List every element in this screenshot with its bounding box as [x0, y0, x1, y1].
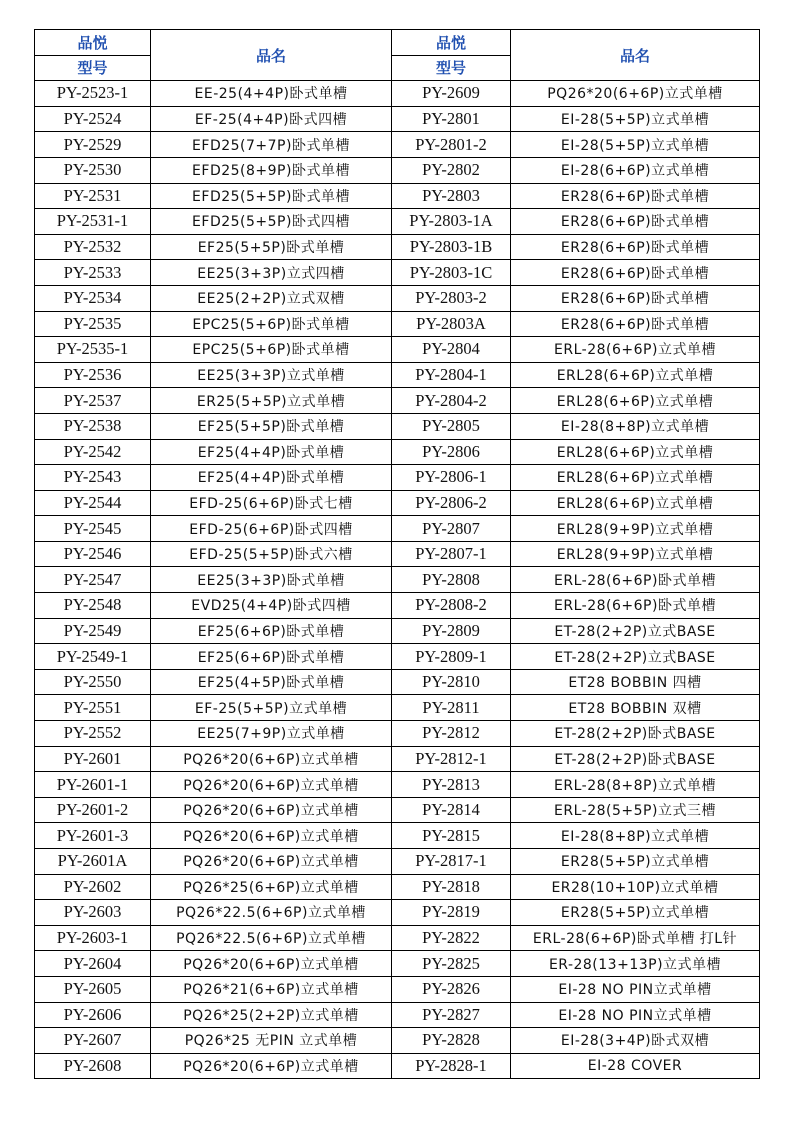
model-number-left: PY-2548: [35, 593, 151, 619]
model-number-left: PY-2601-2: [35, 797, 151, 823]
product-name-right: ET28 BOBBIN 四槽: [511, 669, 760, 695]
product-name-right: EI-28(3+4P)卧式双槽: [511, 1028, 760, 1054]
product-name-left: EF25(6+6P)卧式单槽: [151, 618, 392, 644]
table-row: [35, 849, 760, 875]
model-number-left: PY-2529: [35, 132, 151, 158]
model-number-left: PY-2603-1: [35, 925, 151, 951]
product-name-left: PQ26*20(6+6P)立式单槽: [151, 823, 392, 849]
table-row: [35, 106, 760, 132]
model-number-right: PY-2819: [392, 900, 511, 926]
product-name-right: ERL28(6+6P)立式单槽: [511, 490, 760, 516]
model-number-right: PY-2811: [392, 695, 511, 721]
model-number-left: PY-2607: [35, 1028, 151, 1054]
table-row: [35, 413, 760, 439]
product-name-right: PQ26*20(6+6P)立式单槽: [511, 81, 760, 107]
model-number-left: PY-2536: [35, 362, 151, 388]
model-number-right: PY-2806-2: [392, 490, 511, 516]
model-number-left: PY-2530: [35, 157, 151, 183]
model-number-right: PY-2814: [392, 797, 511, 823]
model-number-right: PY-2801: [392, 106, 511, 132]
product-name-left: PQ26*20(6+6P)立式单槽: [151, 849, 392, 875]
table-row: [35, 234, 760, 260]
product-name-right: ET-28(2+2P)立式BASE: [511, 618, 760, 644]
product-name-left: PQ26*25(6+6P)立式单槽: [151, 874, 392, 900]
model-header-right-bottom: 型号: [392, 55, 511, 81]
model-number-right: PY-2804-2: [392, 388, 511, 414]
model-number-left: PY-2531: [35, 183, 151, 209]
model-number-right: PY-2810: [392, 669, 511, 695]
model-number-left: PY-2605: [35, 976, 151, 1002]
product-name-right: EI-28(5+5P)立式单槽: [511, 132, 760, 158]
product-name-left: PQ26*20(6+6P)立式单槽: [151, 1053, 392, 1079]
product-name-right: ERL-28(8+8P)立式单槽: [511, 772, 760, 798]
model-number-left: PY-2537: [35, 388, 151, 414]
product-name-right: ER28(6+6P)卧式单槽: [511, 285, 760, 311]
product-name-left: EE25(3+3P)立式四槽: [151, 260, 392, 286]
model-number-right: PY-2807: [392, 516, 511, 542]
model-number-right: PY-2806: [392, 439, 511, 465]
model-number-right: PY-2804-1: [392, 362, 511, 388]
model-number-right: PY-2817-1: [392, 849, 511, 875]
product-name-left: PQ26*22.5(6+6P)立式单槽: [151, 900, 392, 926]
model-number-right: PY-2803-2: [392, 285, 511, 311]
product-name-left: EFD-25(5+5P)卧式六槽: [151, 541, 392, 567]
table-row: [35, 362, 760, 388]
model-header-left-top: 品悦: [35, 30, 151, 56]
model-number-right: PY-2809-1: [392, 644, 511, 670]
product-name-left: PQ26*20(6+6P)立式单槽: [151, 951, 392, 977]
table-row: [35, 388, 760, 414]
model-number-left: PY-2608: [35, 1053, 151, 1079]
model-number-right: PY-2803A: [392, 311, 511, 337]
product-name-right: EI-28(6+6P)立式单槽: [511, 157, 760, 183]
product-name-right: ERL28(6+6P)立式单槽: [511, 465, 760, 491]
product-name-right: ERL28(6+6P)立式单槽: [511, 362, 760, 388]
model-number-left: PY-2538: [35, 413, 151, 439]
table-row: [35, 157, 760, 183]
product-name-left: EFD-25(6+6P)卧式四槽: [151, 516, 392, 542]
product-name-right: ERL-28(6+6P)卧式单槽 打L针: [511, 925, 760, 951]
table-row: [35, 132, 760, 158]
table-row: [35, 439, 760, 465]
table-body: [35, 81, 760, 1079]
product-name-left: PQ26*22.5(6+6P)立式单槽: [151, 925, 392, 951]
model-number-right: PY-2815: [392, 823, 511, 849]
product-name-right: ER28(6+6P)卧式单槽: [511, 234, 760, 260]
model-number-right: PY-2818: [392, 874, 511, 900]
model-number-right: PY-2828-1: [392, 1053, 511, 1079]
model-number-right: PY-2802: [392, 157, 511, 183]
product-name-right: EI-28(5+5P)立式单槽: [511, 106, 760, 132]
model-number-left: PY-2601-1: [35, 772, 151, 798]
product-name-left: EF25(5+5P)卧式单槽: [151, 413, 392, 439]
table-row: [35, 260, 760, 286]
table-row: [35, 746, 760, 772]
table-row: [35, 1053, 760, 1079]
product-name-left: PQ26*20(6+6P)立式单槽: [151, 746, 392, 772]
product-name-left: EE25(7+9P)立式单槽: [151, 721, 392, 747]
model-number-right: PY-2812-1: [392, 746, 511, 772]
product-name-left: EF25(5+5P)卧式单槽: [151, 234, 392, 260]
model-number-left: PY-2606: [35, 1002, 151, 1028]
model-number-left: PY-2542: [35, 439, 151, 465]
table-row: [35, 900, 760, 926]
model-header-right-top: 品悦: [392, 30, 511, 56]
table-row: [35, 644, 760, 670]
product-name-right: ERL28(9+9P)立式单槽: [511, 516, 760, 542]
product-name-left: PQ26*21(6+6P)立式单槽: [151, 976, 392, 1002]
table-row: [35, 541, 760, 567]
product-name-right: ER28(5+5P)立式单槽: [511, 900, 760, 926]
model-number-left: PY-2535-1: [35, 337, 151, 363]
table-row: [35, 1002, 760, 1028]
product-name-left: PQ26*20(6+6P)立式单槽: [151, 772, 392, 798]
model-number-right: PY-2822: [392, 925, 511, 951]
product-name-left: EF25(4+4P)卧式单槽: [151, 465, 392, 491]
product-name-left: EFD25(5+5P)卧式四槽: [151, 209, 392, 235]
model-number-left: PY-2552: [35, 721, 151, 747]
model-number-right: PY-2803-1C: [392, 260, 511, 286]
model-number-right: PY-2803-1B: [392, 234, 511, 260]
model-number-left: PY-2531-1: [35, 209, 151, 235]
model-number-left: PY-2543: [35, 465, 151, 491]
product-name-left: EF-25(5+5P)立式单槽: [151, 695, 392, 721]
product-name-left: EFD25(7+7P)卧式单槽: [151, 132, 392, 158]
model-number-left: PY-2603: [35, 900, 151, 926]
product-name-left: EE25(3+3P)卧式单槽: [151, 567, 392, 593]
product-name-left: EF25(4+4P)卧式单槽: [151, 439, 392, 465]
table-row: [35, 285, 760, 311]
model-number-right: PY-2828: [392, 1028, 511, 1054]
product-name-left: EPC25(5+6P)卧式单槽: [151, 337, 392, 363]
product-name-right: ER28(6+6P)卧式单槽: [511, 260, 760, 286]
model-number-right: PY-2806-1: [392, 465, 511, 491]
table-row: [35, 797, 760, 823]
table-row: [35, 951, 760, 977]
product-name-right: ER28(6+6P)卧式单槽: [511, 209, 760, 235]
model-number-left: PY-2549-1: [35, 644, 151, 670]
product-name-right: ERL28(6+6P)立式单槽: [511, 388, 760, 414]
model-number-left: PY-2549: [35, 618, 151, 644]
product-name-right: ER28(6+6P)卧式单槽: [511, 183, 760, 209]
model-number-left: PY-2547: [35, 567, 151, 593]
model-number-right: PY-2805: [392, 413, 511, 439]
model-number-right: PY-2808: [392, 567, 511, 593]
product-name-left: PQ26*20(6+6P)立式单槽: [151, 797, 392, 823]
product-name-right: ERL28(9+9P)立式单槽: [511, 541, 760, 567]
model-number-left: PY-2534: [35, 285, 151, 311]
table-row: [35, 695, 760, 721]
product-name-left: EFD25(8+9P)卧式单槽: [151, 157, 392, 183]
table-row: [35, 976, 760, 1002]
table-row: [35, 337, 760, 363]
product-name-right: ER28(5+5P)立式单槽: [511, 849, 760, 875]
product-name-left: ER25(5+5P)立式单槽: [151, 388, 392, 414]
model-number-right: PY-2804: [392, 337, 511, 363]
model-number-right: PY-2807-1: [392, 541, 511, 567]
name-header-right: 品名: [511, 30, 760, 81]
product-name-left: EF25(6+6P)卧式单槽: [151, 644, 392, 670]
model-number-left: PY-2545: [35, 516, 151, 542]
product-name-right: ET-28(2+2P)卧式BASE: [511, 746, 760, 772]
model-number-left: PY-2546: [35, 541, 151, 567]
product-name-left: EE25(3+3P)立式单槽: [151, 362, 392, 388]
table-row: [35, 1028, 760, 1054]
product-name-right: ERL-28(5+5P)立式三槽: [511, 797, 760, 823]
name-header-left: 品名: [151, 30, 392, 81]
table-row: [35, 874, 760, 900]
model-number-right: PY-2808-2: [392, 593, 511, 619]
product-name-left: PQ26*25 无PIN 立式单槽: [151, 1028, 392, 1054]
model-number-right: PY-2609: [392, 81, 511, 107]
header-row-top: [35, 30, 760, 56]
product-table: [34, 29, 760, 1079]
model-number-right: PY-2809: [392, 618, 511, 644]
table-row: [35, 465, 760, 491]
table-row: [35, 618, 760, 644]
product-name-right: EI-28(8+8P)立式单槽: [511, 413, 760, 439]
table-row: [35, 772, 760, 798]
product-name-right: EI-28 NO PIN立式单槽: [511, 976, 760, 1002]
product-name-right: ER28(6+6P)卧式单槽: [511, 311, 760, 337]
product-name-right: ER-28(13+13P)立式单槽: [511, 951, 760, 977]
product-name-right: ET-28(2+2P)卧式BASE: [511, 721, 760, 747]
product-name-left: EFD-25(6+6P)卧式七槽: [151, 490, 392, 516]
model-number-right: PY-2801-2: [392, 132, 511, 158]
model-header-left-bottom: 型号: [35, 55, 151, 81]
table-row: [35, 490, 760, 516]
table-row: [35, 721, 760, 747]
product-name-left: EFD25(5+5P)卧式单槽: [151, 183, 392, 209]
product-name-right: ERL-28(6+6P)卧式单槽: [511, 567, 760, 593]
model-number-left: PY-2550: [35, 669, 151, 695]
table-row: [35, 823, 760, 849]
table-row: [35, 516, 760, 542]
product-name-right: ET-28(2+2P)立式BASE: [511, 644, 760, 670]
model-number-left: PY-2601-3: [35, 823, 151, 849]
table-row: [35, 567, 760, 593]
model-number-left: PY-2533: [35, 260, 151, 286]
product-name-right: ERL-28(6+6P)卧式单槽: [511, 593, 760, 619]
model-number-left: PY-2604: [35, 951, 151, 977]
model-number-right: PY-2813: [392, 772, 511, 798]
model-number-right: PY-2827: [392, 1002, 511, 1028]
model-number-right: PY-2803: [392, 183, 511, 209]
model-number-left: PY-2602: [35, 874, 151, 900]
product-name-left: EPC25(5+6P)卧式单槽: [151, 311, 392, 337]
product-name-right: EI-28 COVER: [511, 1053, 760, 1079]
model-number-left: PY-2532: [35, 234, 151, 260]
table-row: [35, 925, 760, 951]
product-name-left: EE25(2+2P)立式双槽: [151, 285, 392, 311]
product-name-left: EE-25(4+4P)卧式单槽: [151, 81, 392, 107]
product-name-right: EI-28(8+8P)立式单槽: [511, 823, 760, 849]
product-name-right: EI-28 NO PIN立式单槽: [511, 1002, 760, 1028]
product-name-left: EF-25(4+4P)卧式四槽: [151, 106, 392, 132]
table-row: [35, 183, 760, 209]
table-row: [35, 593, 760, 619]
table-row: [35, 669, 760, 695]
model-number-left: PY-2523-1: [35, 81, 151, 107]
table-row: [35, 209, 760, 235]
product-name-left: PQ26*25(2+2P)立式单槽: [151, 1002, 392, 1028]
product-name-right: ERL-28(6+6P)立式单槽: [511, 337, 760, 363]
model-number-right: PY-2825: [392, 951, 511, 977]
model-number-left: PY-2524: [35, 106, 151, 132]
model-number-left: PY-2551: [35, 695, 151, 721]
model-number-left: PY-2601: [35, 746, 151, 772]
model-number-right: PY-2803-1A: [392, 209, 511, 235]
product-name-right: ERL28(6+6P)立式单槽: [511, 439, 760, 465]
model-number-left: PY-2544: [35, 490, 151, 516]
model-number-left: PY-2535: [35, 311, 151, 337]
table-row: [35, 81, 760, 107]
product-name-right: ER28(10+10P)立式单槽: [511, 874, 760, 900]
product-name-left: EF25(4+5P)卧式单槽: [151, 669, 392, 695]
table-row: [35, 311, 760, 337]
model-number-right: PY-2826: [392, 976, 511, 1002]
model-number-right: PY-2812: [392, 721, 511, 747]
model-number-left: PY-2601A: [35, 849, 151, 875]
product-name-left: EVD25(4+4P)卧式四槽: [151, 593, 392, 619]
product-name-right: ET28 BOBBIN 双槽: [511, 695, 760, 721]
